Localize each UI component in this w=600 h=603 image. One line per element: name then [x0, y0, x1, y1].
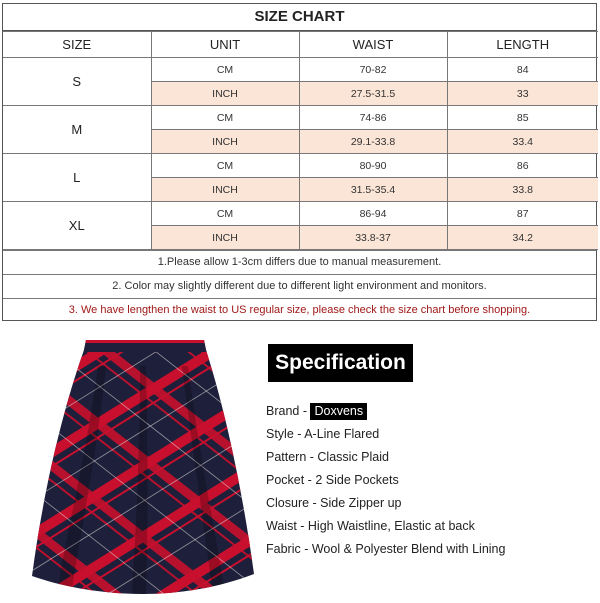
- header-row: [3, 32, 598, 58]
- unit-cell: INCH: [151, 226, 299, 250]
- specification-title: Specification: [268, 344, 413, 382]
- waist-cell: 29.1-33.8: [299, 130, 447, 154]
- length-cell: 34.2: [447, 226, 598, 250]
- unit-cell: CM: [151, 106, 299, 130]
- header-unit: UNIT: [151, 32, 299, 58]
- note-measurement: 1.Please allow 1-3cm differs due to manual measurement.: [3, 250, 596, 274]
- note-color: 2. Color may slightly different due to different light environment and monitors.: [3, 274, 596, 298]
- note-waist: 3. We have lengthen the waist to US regular size, please check the size chart before shopping.: [3, 298, 596, 322]
- length-cell: 85: [447, 106, 598, 130]
- spec-pocket: Pocket - 2 Side Pockets: [266, 473, 399, 487]
- table-row: [3, 202, 598, 226]
- length-cell: 33.8: [447, 178, 598, 202]
- table-row: [3, 106, 598, 130]
- length-cell: 87: [447, 202, 598, 226]
- size-cell: M: [3, 106, 151, 154]
- waist-cell: 80-90: [299, 154, 447, 178]
- unit-cell: CM: [151, 154, 299, 178]
- header-waist: WAIST: [299, 32, 447, 58]
- waist-cell: 27.5-31.5: [299, 82, 447, 106]
- unit-cell: INCH: [151, 82, 299, 106]
- size-chart-title: SIZE CHART: [3, 4, 596, 31]
- brand-value: Doxvens: [310, 403, 367, 420]
- unit-cell: CM: [151, 58, 299, 82]
- spec-style: Style - A-Line Flared: [266, 427, 380, 441]
- header-size: SIZE: [3, 32, 151, 58]
- unit-cell: INCH: [151, 178, 299, 202]
- waist-cell: 70-82: [299, 58, 447, 82]
- waist-cell: 86-94: [299, 202, 447, 226]
- spec-fabric: Fabric - Wool & Polyester Blend with Lining: [266, 542, 506, 556]
- length-cell: 33.4: [447, 130, 598, 154]
- spec-closure: Closure - Side Zipper up: [266, 496, 402, 510]
- unit-cell: INCH: [151, 130, 299, 154]
- brand-label: Brand -: [266, 404, 307, 418]
- specification-list: [266, 400, 596, 561]
- table-row: [3, 154, 598, 178]
- size-cell: L: [3, 154, 151, 202]
- spec-pattern: Pattern - Classic Plaid: [266, 450, 389, 464]
- spec-brand: [266, 400, 596, 423]
- length-cell: 86: [447, 154, 598, 178]
- waist-cell: 33.8-37: [299, 226, 447, 250]
- size-chart-table: [3, 31, 598, 250]
- size-cell: XL: [3, 202, 151, 250]
- length-cell: 33: [447, 82, 598, 106]
- waist-cell: 74-86: [299, 106, 447, 130]
- table-row: [3, 58, 598, 82]
- unit-cell: CM: [151, 202, 299, 226]
- waist-cell: 31.5-35.4: [299, 178, 447, 202]
- skirt-image: [28, 336, 258, 598]
- spec-waist: Waist - High Waistline, Elastic at back: [266, 519, 475, 533]
- length-cell: 84: [447, 58, 598, 82]
- size-cell: S: [3, 58, 151, 106]
- header-length: LENGTH: [447, 32, 598, 58]
- plaid-skirt-illustration: [28, 336, 258, 598]
- size-chart: [2, 3, 597, 321]
